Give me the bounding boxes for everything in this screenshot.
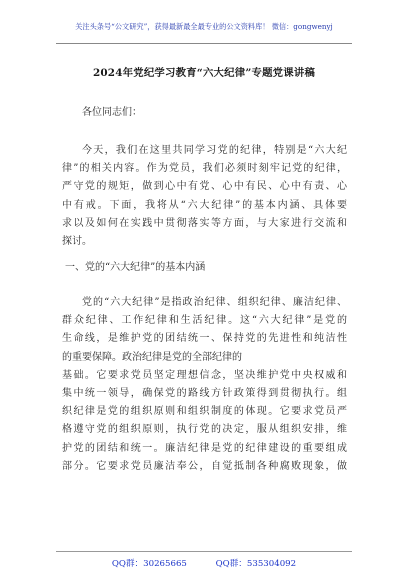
paragraph-intro xyxy=(62,142,347,251)
paragraph-line: 部分。它要求党员廉洁奉公，自觉抵制各种腐败现象，做 xyxy=(62,460,347,472)
footer-qq-group-1: QQ群：30265665 xyxy=(111,559,187,569)
paragraph-line: 格遵守党的组织原则，执行党的决定，服从组织安排，维 xyxy=(62,424,347,436)
paragraph-line: 严守党的规矩，做到心中有党、心中有民、心中有责、心 xyxy=(62,181,347,193)
section-heading: 一、党的“六大纪律”的基本内涵 xyxy=(65,262,206,273)
paragraph-line: 求以及如何在实践中贯彻落实等方面，与大家进行交流和 xyxy=(62,217,347,229)
paragraph-line: 集中统一领导，确保党的路线方针政策得到贯彻执行。组 xyxy=(62,387,347,399)
header-banner: 关注头条号“公文研究”，获得最新最全最专业的公文资料库！ 微信：gongwenyj xyxy=(75,22,333,31)
salutation: 各位同志们： xyxy=(82,107,142,118)
paragraph-line: 今天，我们在这里共同学习党的纪律，特别是“六大纪 xyxy=(82,145,347,156)
paragraph-line: 生命线，是维护党的团结统一、保持党的先进性和纯洁性 xyxy=(62,333,347,345)
paragraph-line: 基础。它要求党员坚定理想信念，坚决维护党中央权威和 xyxy=(62,369,347,381)
footer-qq-group-2: QQ群：535304092 xyxy=(215,559,297,569)
document-title: 2024年党纪学习教育“六大纪律”专题党课讲稿 xyxy=(92,67,316,79)
paragraph-line: 群众纪律、工作纪律和生活纪律。这“六大纪律”是党的 xyxy=(62,315,347,327)
paragraph-line: 探讨。 xyxy=(62,235,92,247)
paragraph-line: 律”的相关内容。作为党员，我们必须时刻牢记党的纪律， xyxy=(62,163,347,175)
paragraph-line: 党的“六大纪律”是指政治纪律、组织纪律、廉洁纪律、 xyxy=(82,297,347,308)
paragraph-six-disciplines xyxy=(62,294,347,476)
paragraph-line: 织纪律是党的组织原则和组织制度的体现。它要求党员严 xyxy=(62,406,347,418)
paragraph-line: 的重要保障。政治纪律是党的全部纪律的 xyxy=(62,351,242,363)
header-divider xyxy=(56,43,352,44)
footer xyxy=(0,557,408,569)
paragraph-line: 中有戒。下面，我将从“六大纪律”的基本内涵、具体要 xyxy=(62,199,347,211)
footer-divider xyxy=(56,551,352,552)
paragraph-line: 护党的团结和统一。廉洁纪律是党的纪律建设的重要组成 xyxy=(62,442,347,454)
